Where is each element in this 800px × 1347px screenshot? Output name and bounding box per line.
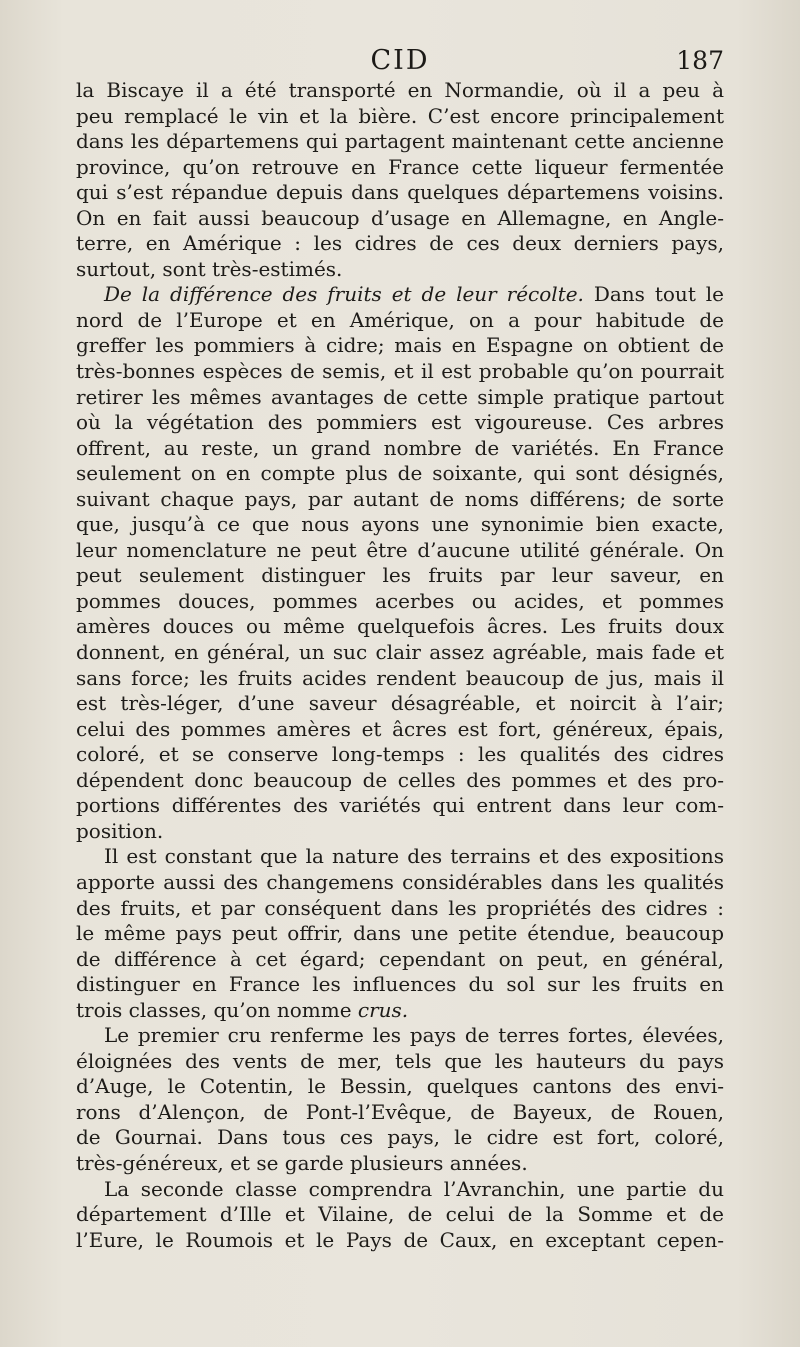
text-run: Dans tout le: [583, 282, 724, 307]
text-line: [76, 410, 724, 436]
running-head: CID: [370, 45, 430, 76]
text-line: [76, 104, 724, 130]
text-line: [76, 231, 724, 257]
text-run: retirer les mêmes avantages de cette simple pratique partout: [76, 384, 724, 409]
text-line: [76, 282, 724, 308]
text-line: [76, 793, 724, 819]
text-run: peut seulement distinguer les fruits par leur saveur, en: [76, 563, 724, 588]
text-line: [76, 1049, 724, 1075]
text-run: de Gournai. Dans tous ces pays, le cidre est fort, coloré,: [76, 1125, 724, 1150]
text-run: rons d’Alençon, de Pont-l’Evêque, de Bayeux, de Rouen,: [76, 1099, 724, 1124]
text-run: coloré, et se conserve long-temps : les qualités des cidres: [76, 742, 724, 767]
text-run: peu remplacé le vin et la bière. C’est encore principalement: [76, 103, 724, 128]
text-line: [76, 385, 724, 411]
italic-text: De la différence des fruits et de leur récolte.: [104, 282, 584, 307]
text-run: portions différentes des variétés qui entrent dans leur com-: [76, 793, 724, 818]
text-run: pommes douces, pommes acerbes ou acides, et pommes: [76, 588, 724, 613]
text-line: [76, 461, 724, 487]
italic-text: crus.: [357, 997, 409, 1022]
text-line: [76, 666, 724, 692]
text-line: [76, 512, 724, 538]
page-number: 187: [676, 46, 724, 75]
text-line: [76, 1202, 724, 1228]
text-run: seulement on en compte plus de soixante, qui sont désignés,: [76, 461, 724, 486]
text-run: Il est constant que la nature des terrains et des expositions: [104, 844, 724, 869]
text-line: [76, 206, 724, 232]
text-line: [76, 1151, 724, 1177]
text-run: province, qu’on retrouve en France cette liqueur fermentée: [76, 154, 724, 179]
text-run: On en fait aussi beaucoup d’usage en Allemagne, en Angle-: [76, 205, 724, 230]
text-line: [76, 1100, 724, 1126]
text-line: [76, 78, 724, 104]
text-line: [76, 717, 724, 743]
text-run: sans force; les fruits acides rendent beaucoup de jus, mais il: [76, 665, 724, 690]
text-line: [76, 844, 724, 870]
text-run: très-bonnes espèces de semis, et il est probable qu’on pourrait: [76, 359, 724, 384]
text-line: [76, 870, 724, 896]
text-run: Le premier cru renferme les pays de terres fortes, élevées,: [104, 1023, 724, 1048]
paragraph: [76, 78, 724, 282]
paragraph: [76, 1023, 724, 1176]
text-line: [76, 538, 724, 564]
text-line: [76, 436, 724, 462]
text-run: le même pays peut offrir, dans une petite étendue, beaucoup: [76, 921, 724, 946]
text-run: département d’Ille et Vilaine, de celui de la Somme et de: [76, 1202, 724, 1227]
text-line: [76, 308, 724, 334]
text-line: [76, 155, 724, 181]
text-line: [76, 129, 724, 155]
text-line: [76, 180, 724, 206]
text-run: la Biscaye il a été transporté en Normandie, où il a peu à: [76, 78, 724, 102]
text-run: qui s’est répandue depuis dans quelques départemens voisins.: [76, 180, 724, 205]
text-run: offrent, au reste, un grand nombre de variétés. En France: [76, 435, 724, 460]
text-run: distinguer en France les influences du sol sur les fruits en: [76, 972, 724, 997]
paragraph: [76, 282, 724, 844]
text-run: trois classes, qu’on nomme: [76, 997, 358, 1022]
text-line: [76, 257, 724, 283]
text-line: [76, 487, 724, 513]
text-line: [76, 998, 724, 1024]
text-line: [76, 921, 724, 947]
text-run: très-généreux, et se garde plusieurs années.: [76, 1150, 528, 1175]
text-run: La seconde classe comprendra l’Avranchin, une partie du: [104, 1176, 724, 1201]
text-run: de différence à cet égard; cependant on peut, en général,: [76, 946, 724, 971]
text-run: position.: [76, 818, 164, 843]
text-run: l’Eure, le Roumois et le Pays de Caux, en exceptant cepen-: [76, 1227, 724, 1252]
text-run: greffer les pommiers à cidre; mais en Espagne on obtient de: [76, 333, 724, 358]
text-run: dans les départemens qui partagent maintenant cette ancienne: [76, 129, 724, 154]
text-line: [76, 742, 724, 768]
text-run: des fruits, et par conséquent dans les propriétés des cidres :: [76, 895, 724, 920]
text-run: celui des pommes amères et âcres est fort, généreux, épais,: [76, 716, 724, 741]
text-run: suivant chaque pays, par autant de noms différens; de sorte: [76, 486, 724, 511]
text-line: [76, 589, 724, 615]
text-line: [76, 691, 724, 717]
text-line: [76, 1177, 724, 1203]
text-run: d’Auge, le Cotentin, le Bessin, quelques cantons des envi-: [76, 1074, 724, 1099]
text-line: [76, 1228, 724, 1254]
text-run: où la végétation des pommiers est vigoureuse. Ces arbres: [76, 410, 724, 435]
text-line: [76, 896, 724, 922]
text-line: [76, 1023, 724, 1049]
text-run: surtout, sont très-estimés.: [76, 256, 343, 281]
text-run: terre, en Amérique : les cidres de ces deux derniers pays,: [76, 231, 724, 256]
text-line: [76, 1074, 724, 1100]
text-line: [76, 359, 724, 385]
paragraph: [76, 844, 724, 1023]
text-run: nord de l’Europe et en Amérique, on a pour habitude de: [76, 307, 724, 332]
text-line: [76, 614, 724, 640]
text-line: [76, 640, 724, 666]
text-run: est très-léger, d’une saveur désagréable, et noircit à l’air;: [76, 691, 724, 716]
text-line: [76, 1125, 724, 1151]
text-run: que, jusqu’à ce que nous ayons une synonimie bien exacte,: [76, 512, 724, 537]
text-line: [76, 768, 724, 794]
text-line: [76, 972, 724, 998]
text-line: [76, 947, 724, 973]
text-run: donnent, en général, un suc clair assez agréable, mais fade et: [76, 640, 724, 665]
text-line: [76, 819, 724, 845]
page-header: [76, 44, 724, 82]
text-run: leur nomenclature ne peut être d’aucune utilité générale. On: [76, 537, 724, 562]
body-text: [76, 78, 724, 1253]
text-line: [76, 563, 724, 589]
text-run: dépendent donc beaucoup de celles des pommes et des pro-: [76, 767, 724, 792]
paragraph: [76, 1177, 724, 1254]
text-line: [76, 333, 724, 359]
text-run: apporte aussi des changemens considérables dans les qualités: [76, 869, 724, 894]
text-run: éloignées des vents de mer, tels que les hauteurs du pays: [76, 1048, 724, 1073]
text-run: amères douces ou même quelquefois âcres. Les fruits doux: [76, 614, 724, 639]
